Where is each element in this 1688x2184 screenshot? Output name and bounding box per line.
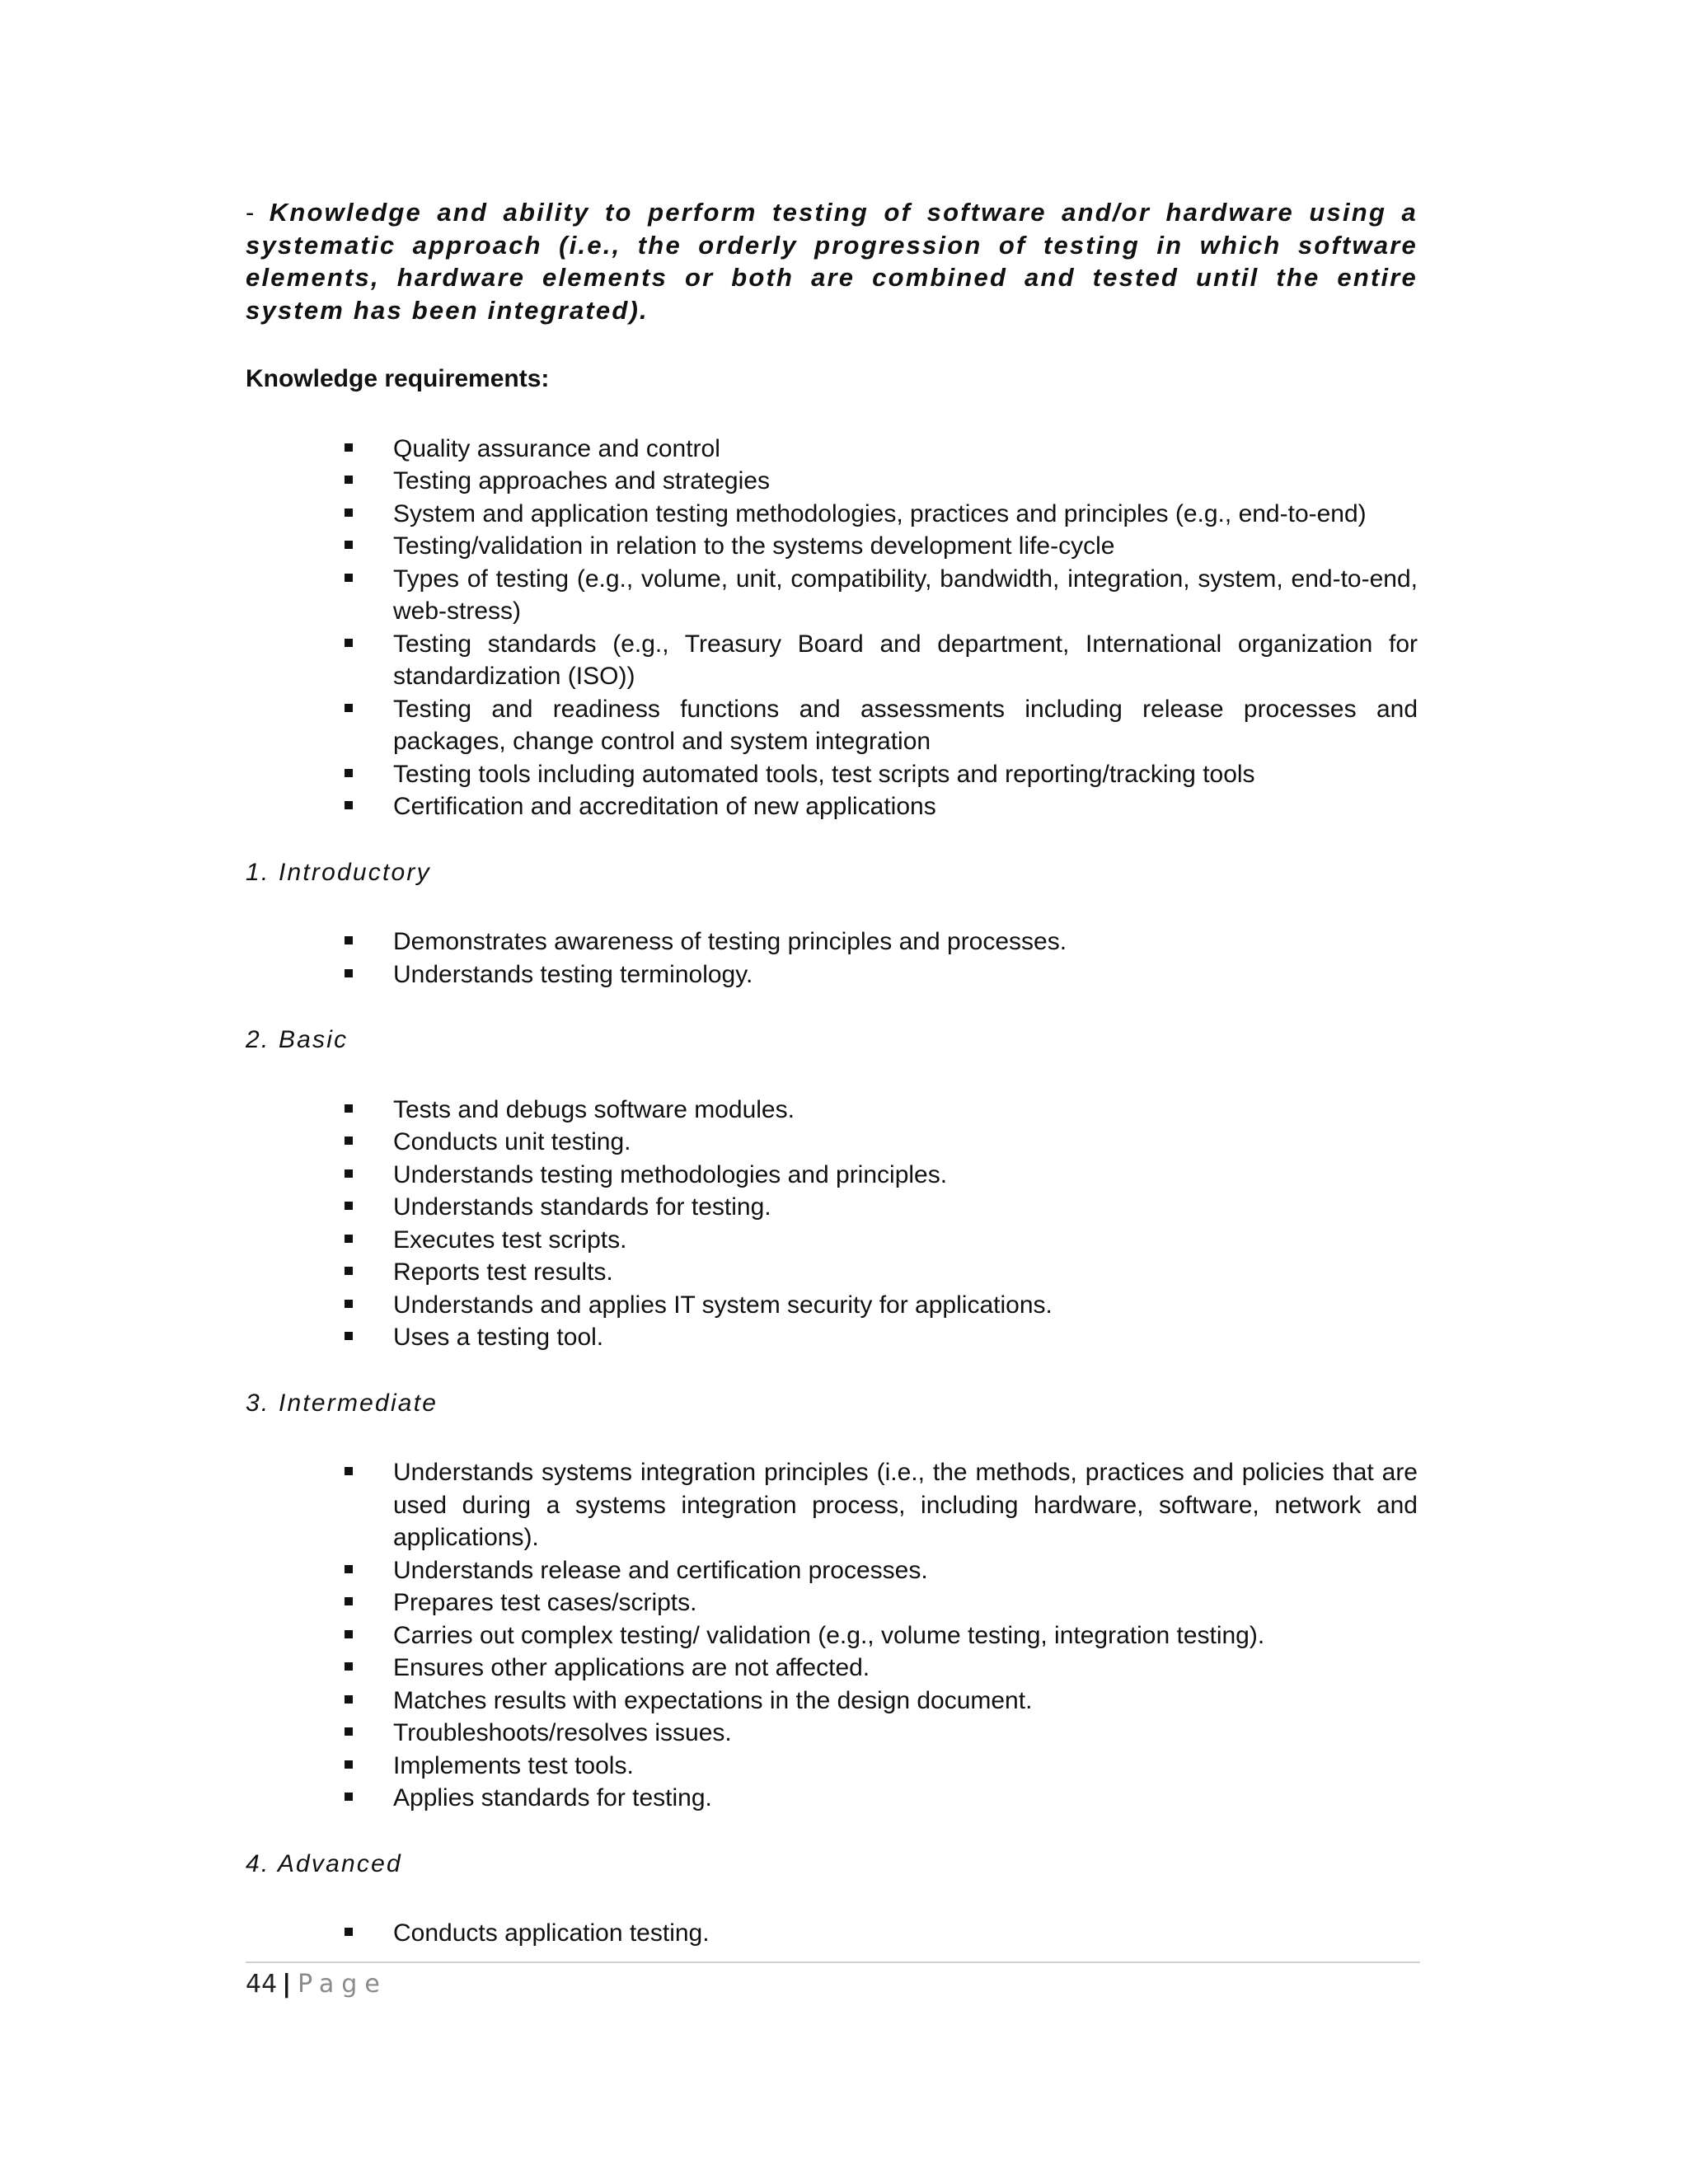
document-page xyxy=(246,196,1418,1950)
list-item: Testing and readiness functions and assessments including release processes and packages, change control and system integration xyxy=(393,693,1418,758)
list-item: Testing/validation in relation to the systems development life-cycle xyxy=(393,530,1418,563)
list-item: Understands standards for testing. xyxy=(393,1191,1418,1224)
list-item: Troubleshoots/resolves issues. xyxy=(393,1717,1418,1750)
list-item: Prepares test cases/scripts. xyxy=(393,1586,1418,1619)
knowledge-requirements-heading: Knowledge requirements: xyxy=(246,365,550,392)
page-label: Page xyxy=(298,1970,387,1999)
list-item: Certification and accreditation of new applications xyxy=(393,790,1418,823)
list-item: Tests and debugs software modules. xyxy=(393,1094,1418,1127)
level-heading-introductory: 1. Introductory xyxy=(246,858,431,886)
list-item: Testing tools including automated tools, test scripts and reporting/tracking tools xyxy=(393,758,1418,791)
list-item: Uses a testing tool. xyxy=(393,1321,1418,1354)
list-item: Conducts unit testing. xyxy=(393,1126,1418,1159)
list-item: Conducts application testing. xyxy=(393,1917,1418,1950)
level-heading-intermediate: 3. Intermediate xyxy=(246,1389,438,1417)
level-list-advanced xyxy=(246,1917,1418,1950)
level-heading-basic: 2. Basic xyxy=(246,1026,349,1053)
list-item: Understands release and certification processes. xyxy=(393,1554,1418,1587)
list-item: System and application testing methodologies, practices and principles (e.g., end-to-end) xyxy=(393,498,1418,531)
list-item: Understands testing terminology. xyxy=(393,958,1418,991)
list-item: Types of testing (e.g., volume, unit, compatibility, bandwidth, integration, system, end-to-end, web-stress) xyxy=(393,563,1418,628)
list-item: Ensures other applications are not affected. xyxy=(393,1652,1418,1685)
list-item: Implements test tools. xyxy=(393,1750,1418,1783)
knowledge-requirements-list xyxy=(246,433,1418,823)
list-item: Testing approaches and strategies xyxy=(393,465,1418,498)
list-item: Applies standards for testing. xyxy=(393,1782,1418,1815)
list-item: Understands systems integration principles (i.e., the methods, practices and policies that are used during a systems integration process, including hardware, software, network and applications). xyxy=(393,1456,1418,1554)
competency-description xyxy=(246,196,1418,326)
page-footer xyxy=(246,1961,1420,2001)
level-list-basic xyxy=(246,1094,1418,1354)
list-item: Demonstrates awareness of testing principles and processes. xyxy=(393,926,1418,958)
description-dash: - xyxy=(246,198,255,227)
list-item: Quality assurance and control xyxy=(393,433,1418,466)
page-number: 44 xyxy=(246,1970,278,1999)
list-item: Executes test scripts. xyxy=(393,1224,1418,1257)
level-list-introductory xyxy=(246,926,1418,991)
level-heading-advanced: 4. Advanced xyxy=(246,1849,402,1877)
list-item: Understands testing methodologies and principles. xyxy=(393,1159,1418,1192)
level-list-intermediate xyxy=(246,1456,1418,1815)
description-text: Knowledge and ability to perform testing of software and/or hardware using a systematic approach (i.e., the orderly progression of testing in which software elements, hardware elements or both are combined and tested until the entire system has been integrated). xyxy=(246,198,1418,325)
footer-separator: | xyxy=(282,1970,292,1999)
list-item: Testing standards (e.g., Treasury Board and department, International organization for standardization (ISO)) xyxy=(393,628,1418,693)
list-item: Understands and applies IT system security for applications. xyxy=(393,1289,1418,1322)
list-item: Carries out complex testing/ validation (e.g., volume testing, integration testing). xyxy=(393,1619,1418,1652)
list-item: Matches results with expectations in the design document. xyxy=(393,1685,1418,1718)
list-item: Reports test results. xyxy=(393,1256,1418,1289)
